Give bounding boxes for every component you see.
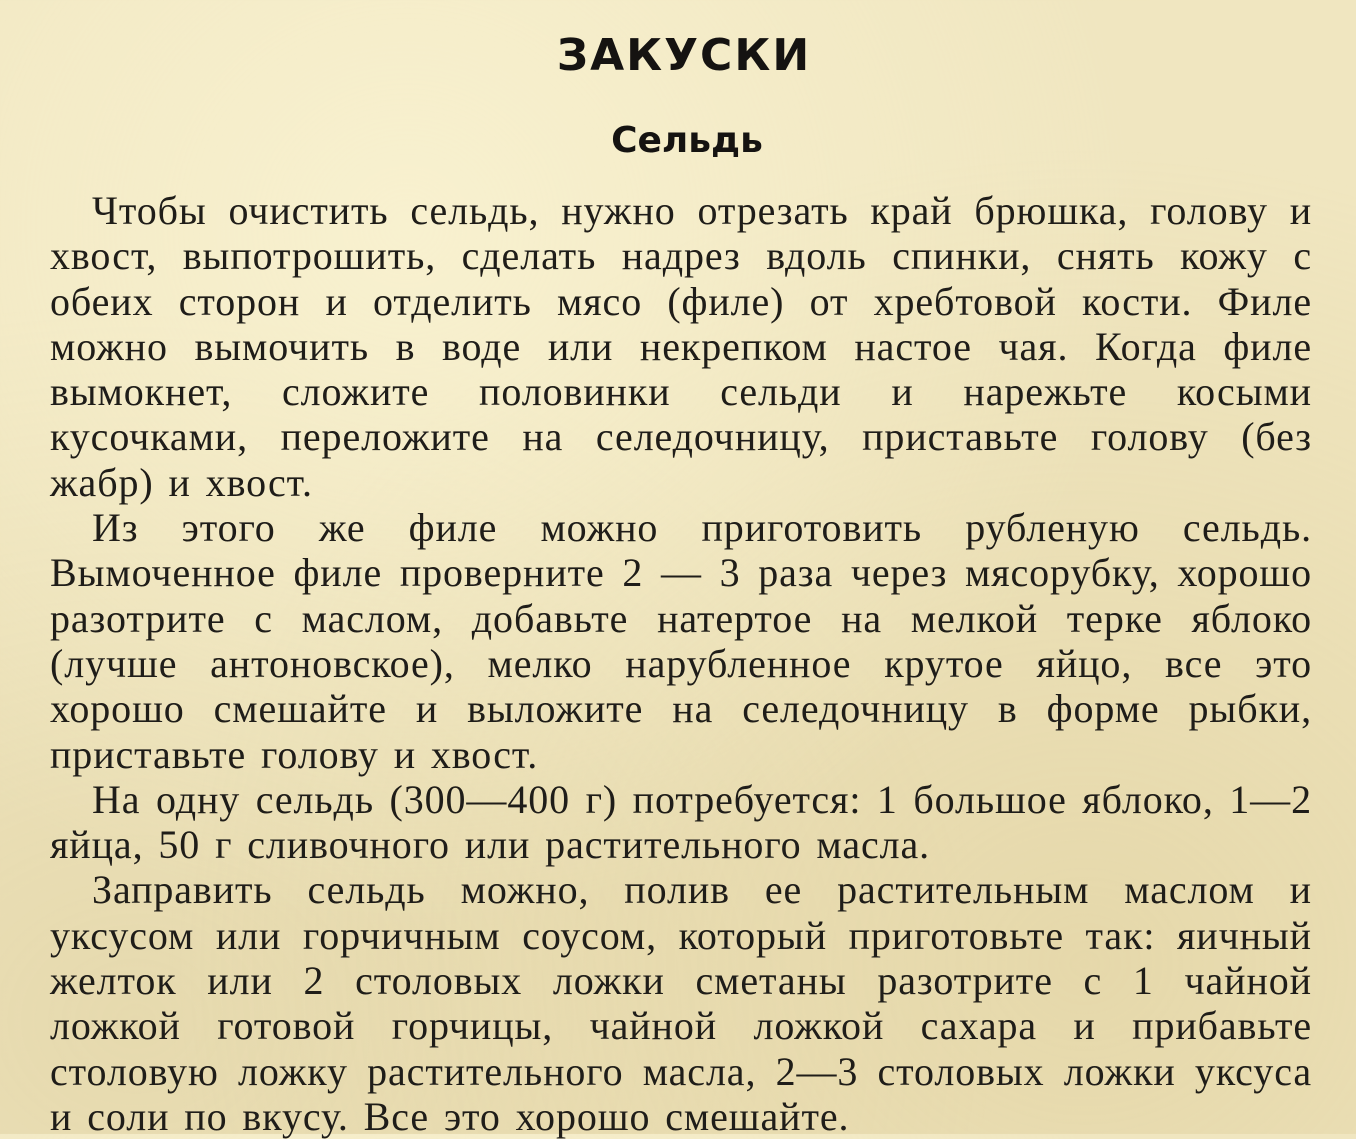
paragraph-chopped-herring: Из этого же филе можно приготовить рубленую сельдь. Вымоченное филе проверните 2 — 3 раза через мясорубку, хорошо разотрите с маслом, добавьте натертое на мелкой терке яблоко (лучше антоновское), мелко нарубленное крутое яйцо, все это хорошо смешайте и выложите на селедочницу в форме рыбки, приставьте голову и хвост.: [50, 505, 1312, 777]
section-title: ЗАКУСКИ: [556, 30, 812, 81]
paragraph-dressing: Заправить сельдь можно, полив ее растительным маслом и уксусом или горчичным соусом, который приготовьте так: яичный желток или 2 столовых ложки сметаны разотрите с 1 чайной ложкой готовой горчицы, чайной ложкой сахара и прибавьте столовую ложку растительного масла, 2—3 столовых ложки уксуса и соли по вкусу. Все это хорошо смешайте.: [50, 867, 1312, 1139]
recipe-body: [50, 188, 1312, 1139]
paragraph-cleaning: Чтобы очистить сельдь, нужно отрезать край брюшка, голову и хвост, выпотрошить, сделать надрез вдоль спинки, снять кожу с обеих сторон и отделить мясо (филе) от хребтовой кости. Филе можно вымочить в воде или некрепком настое чая. Когда филе вымокнет, сложите половинки сельди и нарежьте косыми кусочками, переложите на селедочницу, приставьте голову (без жабр) и хвост.: [50, 188, 1312, 505]
paragraph-ingredients: На одну сельдь (300—400 г) потребуется: 1 большое яблоко, 1—2 яйца, 50 г сливочного или растительного масла.: [50, 776, 1312, 868]
recipe-title: Сельдь: [611, 120, 763, 161]
